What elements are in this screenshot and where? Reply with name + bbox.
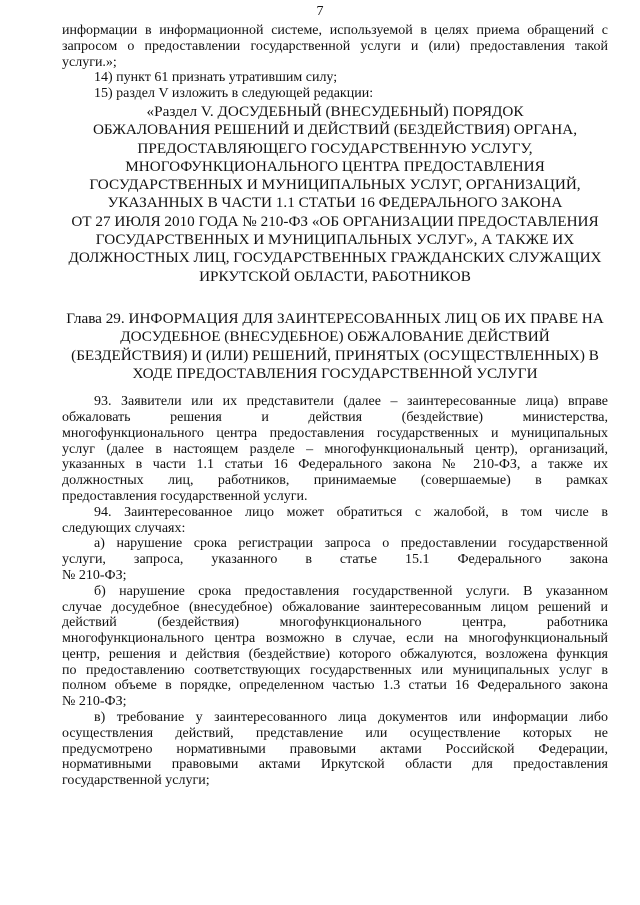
para93-line-5: указанных в части 1.1 статьи 16 Федерального закона № 210-ФЗ, а также их bbox=[62, 457, 608, 473]
item-a-line-3: № 210-ФЗ; bbox=[62, 567, 127, 583]
section-title-line-10: ИРКУТСКОЙ ОБЛАСТИ, РАБОТНИКОВ bbox=[199, 267, 471, 285]
chapter-title-line-3: (БЕЗДЕЙСТВИЯ) И (ИЛИ) РЕШЕНИЙ, ПРИНЯТЫХ (ОСУЩЕСТВЛЕННЫХ) В bbox=[71, 346, 599, 364]
item-v-line-2: осуществления действий, представление или осуществление которых не bbox=[62, 725, 608, 741]
item-b-line-8: № 210-ФЗ; bbox=[62, 694, 127, 710]
para93-line-3: многофункционального центра предоставления государственных и муниципальных bbox=[62, 425, 608, 441]
item-v bbox=[62, 710, 608, 789]
item-b-line-5: центр, решения и действия (бездействие) которого обжалуются, возложена функция bbox=[62, 646, 608, 662]
para93-line-6: должностных лиц, работников, принимаемые (совершаемые) в рамках bbox=[62, 473, 608, 489]
chapter-title-line-2: ДОСУДЕБНОЕ (ВНЕСУДЕБНОЕ) ОБЖАЛОВАНИЕ ДЕЙСТВИЙ bbox=[120, 328, 550, 346]
para93-line-1: 93. Заявители или их представители (далее – заинтересованные лица) вправе bbox=[94, 394, 608, 410]
item-b-line-7: полном объеме в порядке, определенном частью 1.3 статьи 16 Федерального закона bbox=[62, 678, 608, 694]
chapter-title bbox=[62, 310, 608, 383]
item-b bbox=[62, 584, 608, 710]
section-title-line-9: ДОЛЖНОСТНЫХ ЛИЦ, ГОСУДАРСТВЕННЫХ ГРАЖДАНСКИХ СЛУЖАЩИХ bbox=[68, 249, 602, 267]
para93-line-4: услуг (далее в настоящем разделе – многофункциональный центр), организаций, bbox=[62, 441, 608, 457]
intro-line-2: запросом о предоставлении государственной услуги и (или) предоставления такой bbox=[62, 38, 608, 54]
section-title-line-3: ПРЕДОСТАВЛЯЮЩЕГО ГОСУДАРСТВЕННУЮ УСЛУГУ, bbox=[137, 139, 533, 157]
section-title-line-4: МНОГОФУНКЦИОНАЛЬНОГО ЦЕНТРА ПРЕДОСТАВЛЕНИЯ bbox=[125, 157, 545, 175]
item-a-line-2: услуги, запроса, указанного в статье 15.1 Федерального закона bbox=[62, 552, 608, 568]
item-14: 14) пункт 61 признать утратившим силу; bbox=[94, 70, 338, 86]
section-title bbox=[62, 103, 608, 286]
item-b-line-3: действий (бездействия) многофункционального центра, работника bbox=[62, 615, 608, 631]
chapter-title-line-4: ХОДЕ ПРЕДОСТАВЛЕНИЯ ГОСУДАРСТВЕННОЙ УСЛУГИ bbox=[132, 364, 538, 382]
para93-line-2: обжаловать решения и действия (бездействие) министерства, bbox=[62, 409, 608, 425]
chapter-title-line-1: Глава 29. ИНФОРМАЦИЯ ДЛЯ ЗАИНТЕРЕСОВАННЫХ ЛИЦ ОБ ИХ ПРАВЕ НА bbox=[66, 309, 604, 327]
section-title-line-1: «Раздел V. ДОСУДЕБНЫЙ (ВНЕСУДЕБНЫЙ) ПОРЯДОК bbox=[146, 102, 524, 120]
intro-line-1: информации в информационной системе, используемой в целях приема обращений с bbox=[62, 23, 608, 38]
intro-line-3: услуги.»; bbox=[62, 54, 117, 70]
item-b-line-1: б) нарушение срока предоставления государственной услуги. В указанном bbox=[94, 583, 608, 599]
item-v-line-1: в) требование у заинтересованного лица документов или информации либо bbox=[94, 710, 608, 726]
item-v-line-5: государственной услуги; bbox=[62, 773, 210, 789]
section-title-line-8: ГОСУДАРСТВЕННЫХ И МУНИЦИПАЛЬНЫХ УСЛУГ», А ТАКЖЕ ИХ bbox=[95, 231, 575, 249]
section-title-line-2: ОБЖАЛОВАНИЯ РЕШЕНИЙ И ДЕЙСТВИЙ (БЕЗДЕЙСТВИЯ) ОРГАНА, bbox=[92, 121, 578, 139]
para93-line-7: предоставления государственной услуги. bbox=[62, 488, 308, 504]
item-a bbox=[62, 536, 608, 583]
item-b-line-4: многофункционального центра возможно в случае, если на многофункциональный bbox=[62, 631, 608, 647]
paragraph-93 bbox=[62, 394, 608, 505]
para94-line-2: следующих случаях: bbox=[62, 520, 186, 536]
page-number: 7 bbox=[316, 4, 324, 19]
section-title-line-6: УКАЗАННЫХ В ЧАСТИ 1.1 СТАТЬИ 16 ФЕДЕРАЛЬНОГО ЗАКОНА bbox=[107, 194, 563, 212]
item-a-line-1: а) нарушение срока регистрации запроса о предоставлении государственной bbox=[94, 536, 608, 552]
item-b-line-2: случае досудебное (внесудебное) обжалование заинтересованным лицом решений и bbox=[62, 599, 608, 615]
item-v-line-4: нормативными правовыми актами Иркутской области для предоставления bbox=[62, 757, 608, 773]
para94-line-1: 94. Заинтересованное лицо может обратиться с жалобой, в том числе в bbox=[94, 504, 608, 520]
item-v-line-3: предусмотрено нормативными правовыми актами Российской Федерации, bbox=[62, 741, 608, 757]
item-15: 15) раздел V изложить в следующей редакции: bbox=[94, 86, 374, 102]
section-title-line-5: ГОСУДАРСТВЕННЫХ И МУНИЦИПАЛЬНЫХ УСЛУГ, ОРГАНИЗАЦИЙ, bbox=[89, 176, 581, 194]
paragraph-94 bbox=[62, 505, 608, 537]
section-title-line-7: ОТ 27 ИЮЛЯ 2010 ГОДА № 210-ФЗ «ОБ ОРГАНИЗАЦИИ ПРЕДОСТАВЛЕНИЯ bbox=[71, 212, 599, 230]
item-b-line-6: по предоставлению соответствующих государственных или муниципальных услуг в bbox=[62, 662, 608, 678]
document-body bbox=[62, 23, 608, 789]
